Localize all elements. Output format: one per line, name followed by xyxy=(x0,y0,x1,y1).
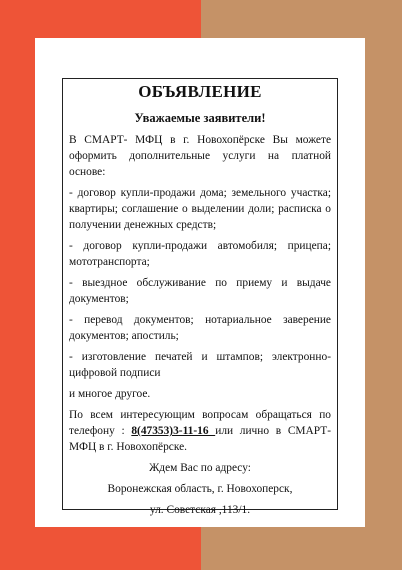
notice-more: и многое другое. xyxy=(69,388,151,400)
service-item: - договор купли-продажи автомобиля; прицепа; мототранспорта; xyxy=(69,240,331,268)
address-city: Воронежская область, г. Новохоперск, xyxy=(107,483,293,495)
phone-number: 8(47353)3-11-16 xyxy=(131,425,216,437)
service-item: - договор купли-продажи дома; земельного участка; квартиры; соглашение о выделении доли; расписка о получении денежных средств; xyxy=(69,187,331,231)
notice-frame xyxy=(62,78,338,516)
contact-text-after: или лично в СМАРТ-МФЦ в г. Новохопёрске. xyxy=(69,425,332,453)
notice-intro: В СМАРТ- МФЦ в г. Новохопёрске Вы можете оформить дополнительные услуги на платной основе: xyxy=(69,134,331,178)
notice-title: ОБЪЯВЛЕНИЕ xyxy=(138,82,262,101)
address-street: ул. Советская ,113/1. xyxy=(149,504,251,516)
notice-sheet xyxy=(35,38,365,527)
address-intro: Ждем Вас по адресу: xyxy=(149,462,251,474)
notice-greeting: Уважаемые заявители! xyxy=(134,111,266,125)
service-item: - изготовление печатей и штампов; электронно-цифровой подписи xyxy=(69,351,331,379)
service-item: - выездное обслуживание по приему и выдаче документов; xyxy=(69,277,331,305)
notice-contact xyxy=(69,407,331,455)
contact-text-before: По всем интересующим вопросам обращаться по телефону : xyxy=(69,409,331,437)
service-item: - перевод документов; нотариальное заверение документов; апостиль; xyxy=(69,314,331,342)
